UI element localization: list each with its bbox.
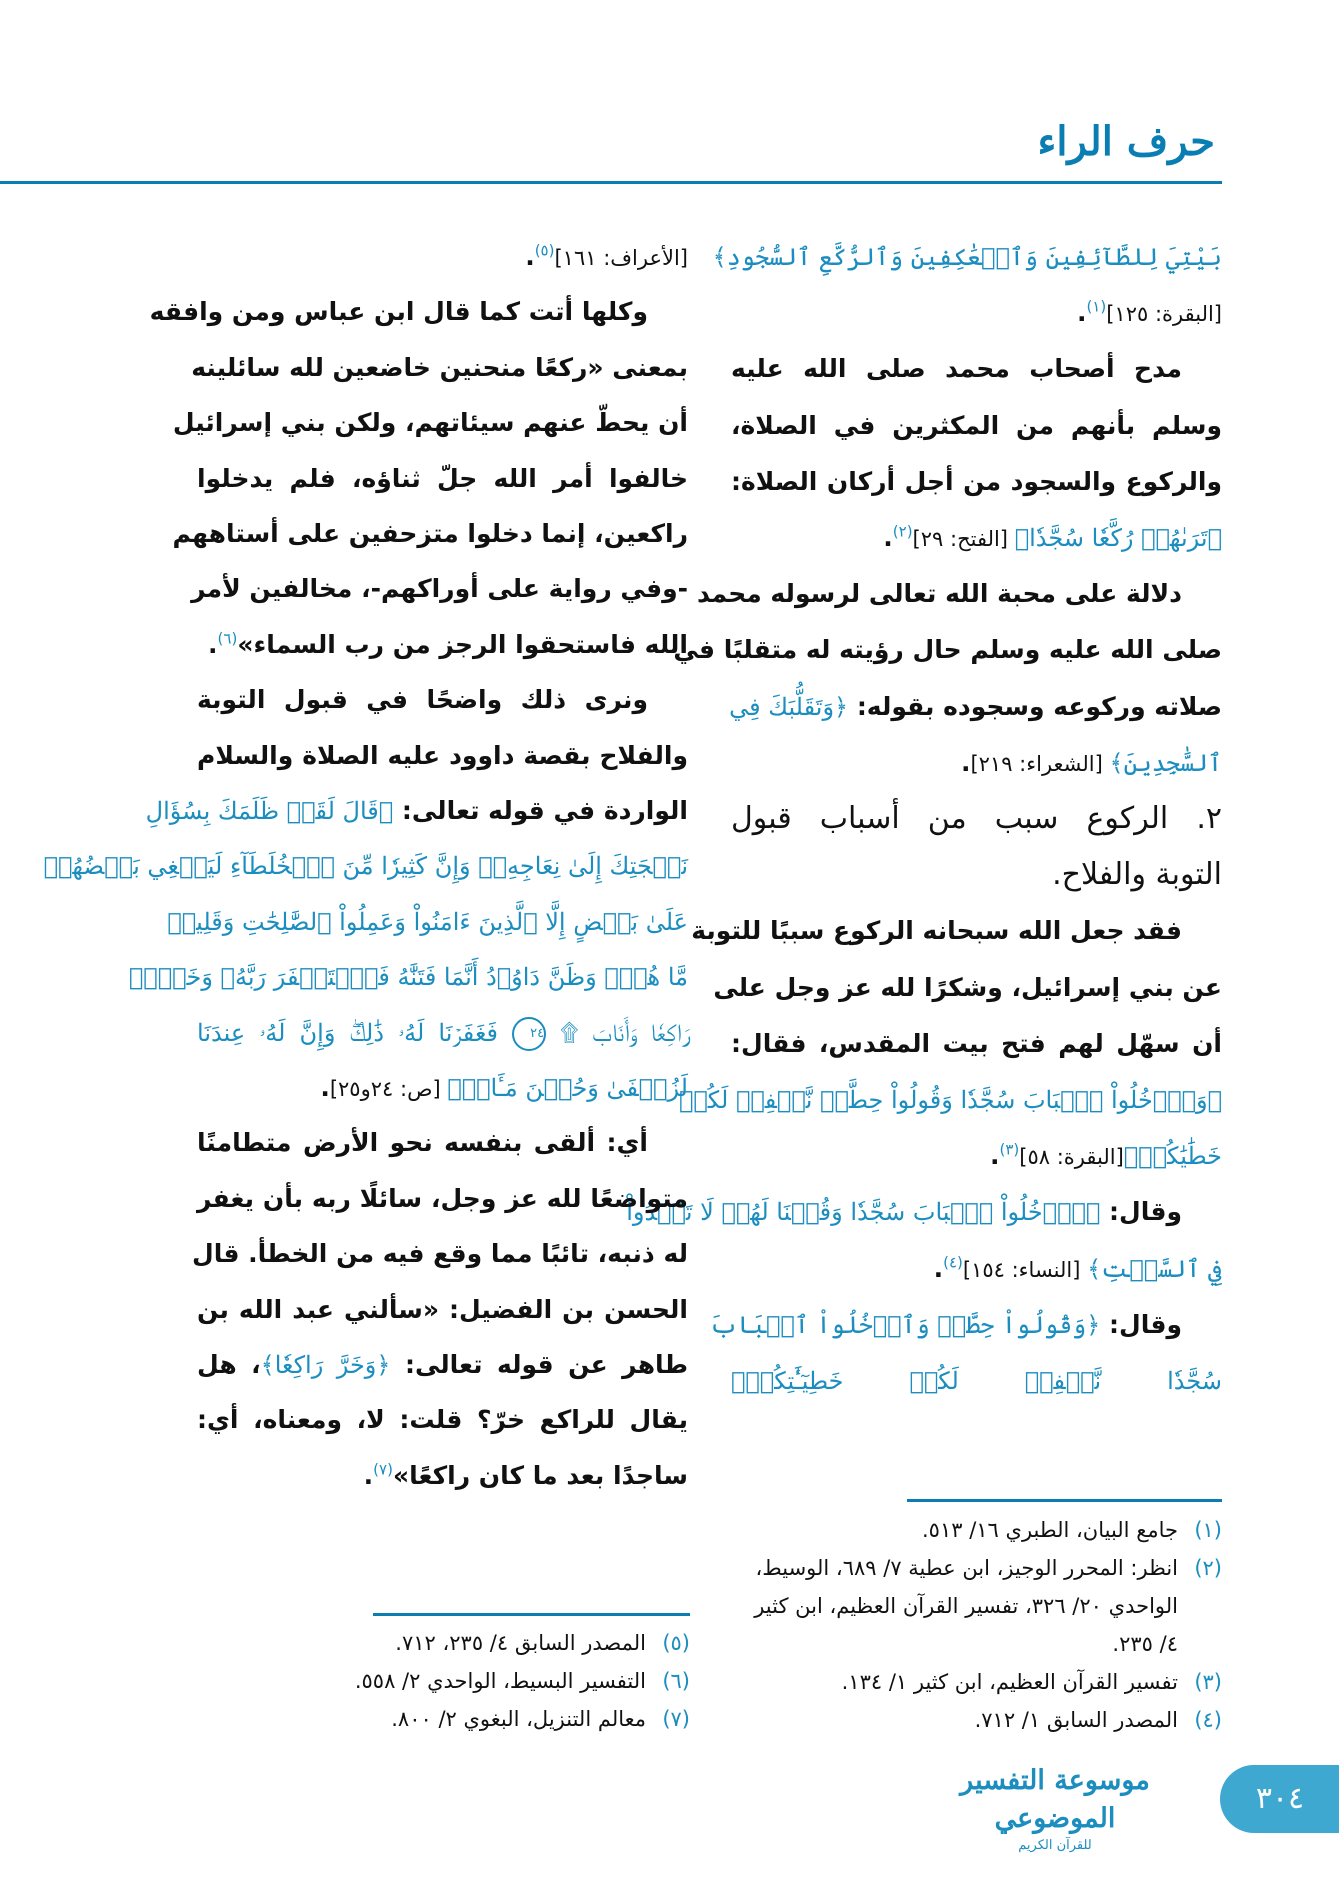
body-text: . (960, 747, 971, 777)
body-text: . (525, 242, 535, 271)
quran-text: ﴿وَتَقَلُّبَكَ فِي (729, 692, 849, 721)
text-line (673, 625, 1222, 675)
body-text: راكعين، إنما دخلوا متزحفين على أستاههم (172, 519, 688, 548)
footnote-marker: (٣) (999, 1140, 1020, 1159)
text-line (149, 287, 688, 337)
text-line (191, 343, 688, 393)
header-divider (0, 181, 1222, 184)
footnote (197, 1624, 690, 1662)
body-text: . (363, 1460, 374, 1490)
quran-text: فِي ٱلسَّبۡتِ﴾ (1087, 1254, 1222, 1283)
text-line (712, 232, 1222, 282)
verse-reference: [الفتح: ٢٩] (912, 527, 1015, 551)
body-text: . (1076, 298, 1087, 328)
text-line (145, 786, 688, 836)
body-text: ساجدًا بعد ما كان راكعًا» (392, 1460, 688, 1490)
text-line (197, 1285, 688, 1335)
footnote-text: جامع البيان، الطبري ١٦/ ٥١٣. (921, 1518, 1178, 1542)
footnote-number: (٧) (662, 1707, 690, 1731)
footnote-number: (٢) (1194, 1556, 1222, 1580)
body-text: الواردة في قوله تعالى: (393, 796, 688, 825)
text-line (197, 1395, 688, 1445)
verse-reference: [الأعراف: ١٦١] (554, 246, 688, 270)
verse-reference: [البقرة: ٥٨] (1019, 1145, 1124, 1170)
body-text: . (933, 1253, 944, 1283)
text-line (191, 564, 688, 614)
body-text: الحسن بن الفضيل: «سألني عبد الله بن (197, 1294, 688, 1324)
quran-text: لَزُلۡفَىٰ وَحُسۡنَ مَـَٔابٖ﴾ (447, 1074, 688, 1102)
text-line (731, 682, 1222, 732)
section-heading-line (731, 794, 1222, 844)
text-line (197, 1451, 688, 1501)
text-line (731, 1244, 1222, 1294)
text-line (172, 509, 688, 559)
body-text: ٢. الركوع سبب من أسباب قبول (731, 801, 1222, 836)
text-line (731, 738, 1222, 788)
text-line (731, 401, 1222, 451)
body-text: وكلها أتت كما قال ابن عباس ومن وافقه (149, 297, 648, 327)
body-text: طاهر عن قوله تعالى: (390, 1350, 688, 1379)
text-line (731, 288, 1222, 338)
footnote (197, 1700, 690, 1738)
body-text: الله فاستحقوا الرجز من رب السماء» (237, 629, 688, 659)
text-line (731, 1131, 1222, 1181)
text-line (167, 897, 688, 947)
quran-text: ﴿تَرَىٰهُمۡ رُكَّعٗا سُجَّدٗا﴾ (1014, 524, 1222, 552)
quran-text: بَيْتِيَ لِلطَّآئِفِينَ وَٱلۡعَٰكِفِينَ وَٱلرُّكَّعِ ٱلسُّجُودِ﴾ (712, 243, 1222, 271)
logo-subtitle: للقرآن الكريم (1018, 1838, 1092, 1853)
body-text: خالفوا أمر الله جلّ ثناؤه، فلم يدخلوا (197, 463, 688, 493)
encyclopedia-logo (930, 1762, 1180, 1854)
body-text: وقال: (1100, 1197, 1182, 1227)
body-text: أن سهّل لهم فتح بيت المقدس، فقال: (731, 1028, 1222, 1058)
text-line (192, 1229, 688, 1279)
quran-text: خَطَٰيَٰكُمۡ﴾ (1123, 1142, 1222, 1171)
verse-reference: [الشعراء: ٢١٩] (970, 751, 1110, 776)
body-text: صلاته وركوعه وسجوده بقوله: (848, 691, 1222, 721)
footnote (731, 1549, 1222, 1663)
body-text: مدح أصحاب محمد صلى الله عليه (731, 354, 1182, 384)
body-text: صلى الله عليه وسلم حال رؤيته له متقلبًا في (673, 635, 1222, 665)
text-line (731, 1356, 1222, 1406)
body-text: والركوع والسجود من أجل أركان الصلاة: (731, 466, 1222, 496)
footnote-text: معالم التنزيل، البغوي ٢/ ٨٠٠. (391, 1707, 646, 1731)
text-line (678, 1075, 1222, 1125)
footnote-marker: (٥) (534, 241, 555, 260)
text-line (43, 841, 688, 891)
footnote-text: المصدر السابق ١/ ٧١٢. (974, 1708, 1178, 1732)
verse-reference: [ص: ٢٤و٢٥] (329, 1077, 448, 1101)
body-text: . (320, 1073, 330, 1102)
text-line (172, 398, 688, 448)
body-text: أن يحطّ عنهم سيئاتهم، ولكن بني إسرائيل (172, 408, 688, 438)
footnotes-right (731, 1511, 1222, 1739)
text-line (197, 620, 688, 670)
body-text: بمعنى «ركعًا منحنين خاضعين لله سائلينه (191, 352, 688, 382)
text-line (197, 1008, 688, 1058)
text-line (197, 731, 688, 781)
body-text: متواضعًا لله عز وجل، سائلًا ربه بأن يغفر (197, 1183, 688, 1213)
quran-text: ﴿وَقُولُواْ حِطَّةٞ وَٱدۡخُلُواْ ٱلۡبَابَ (709, 1310, 1101, 1339)
footnote-text: تفسير القرآن العظيم، ابن كثير ١/ ١٣٤. (841, 1670, 1178, 1694)
footnote-text: المصدر السابق ٤/ ٢٣٥، ٧١٢. (395, 1631, 646, 1655)
footnote-text: التفسير البسيط، الواحدي ٢/ ٥٥٨. (354, 1669, 646, 1693)
logo-title: موسوعة التفسير الموضوعي (960, 1765, 1150, 1834)
page-number-badge: ٣٠٤ (1220, 1765, 1339, 1833)
footnote (197, 1662, 690, 1700)
footnote-number: (٥) (662, 1631, 690, 1655)
quran-text: ﴿وَخَرَّ رَاكِعٗا﴾ (260, 1351, 391, 1379)
footnote-number: (١) (1194, 1518, 1222, 1542)
footnote-divider-left (373, 1613, 690, 1616)
verse-reference: [البقرة: ١٢٥] (1106, 302, 1222, 327)
text-line (197, 1340, 688, 1390)
text-line (697, 569, 1222, 619)
text-line (197, 1174, 688, 1224)
quran-text: فَغَفَرۡنَا لَهُۥ ذَٰلِكَۖ وَإِنَّ لَهُۥ عِندَنَا (197, 1018, 513, 1047)
text-line (197, 1118, 688, 1168)
body-text: . (989, 1141, 1000, 1171)
body-text: وسلم بأنهم من المكثرين في الصلاة، (731, 410, 1222, 440)
body-text: ، هل (197, 1350, 261, 1379)
body-text: -وفي رواية على أوراكهم-، مخالفين لأمر (191, 574, 688, 604)
body-text: . (208, 629, 218, 659)
quran-text: سُجَّدٗا نَّغۡفِرۡ لَكُمۡ خَطِيٓـَٰٔتِكُمۡ﴾ (731, 1367, 1222, 1395)
footnote-text: انظر: المحرر الوجيز، ابن عطية ٧/ ٦٨٩، الوسيط، الواحدي ٢٠/ ٣٢٦، تفسير القرآن العظيم، ابن كثير ٤/ ٢٣٥. (754, 1556, 1178, 1656)
body-text: وقال: (1100, 1309, 1182, 1339)
body-text: والفلاح بقصة داوود عليه الصلاة والسلام (197, 740, 688, 770)
text-line (731, 344, 1222, 394)
text-line (197, 1063, 688, 1113)
footnote (731, 1511, 1222, 1549)
quran-text: ٱلسَّٰجِدِينَ﴾ (1109, 748, 1222, 777)
footnotes-left (197, 1624, 690, 1738)
body-text: له ذنبه، تائبًا مما وقع فيه من الخطأ. قال (192, 1239, 688, 1269)
quran-text: ﴿قَالَ لَقَدۡ ظَلَمَكَ بِسُؤَالِ (145, 797, 394, 825)
body-text: دلالة على محبة الله تعالى لرسوله محمد (697, 579, 1182, 609)
footnote (731, 1701, 1222, 1739)
chapter-title: حرف الراء (1037, 118, 1215, 165)
quran-text: ﴿وَٱدۡخُلُواْ ٱلۡبَابَ سُجَّدٗا وَقُولُواْ حِطَّةٞ نَّغۡفِرۡ لَكُمۡ (678, 1086, 1222, 1114)
footnote-number: (٦) (662, 1669, 690, 1693)
text-line (626, 1187, 1222, 1237)
quran-text: عَلَىٰ بَعۡضٍ إِلَّا ٱلَّذِينَ ءَامَنُواْ وَعَمِلُواْ ٱلصَّٰلِحَٰتِ وَقَلِيلٞ (167, 907, 688, 936)
footnote-number: (٣) (1194, 1670, 1222, 1694)
text-line (197, 454, 688, 504)
text-line (128, 952, 688, 1002)
body-text: فقد جعل الله سبحانه الركوع سببًا للتوبة (691, 916, 1182, 946)
body-text: أي: ألقى بنفسه نحو الأرض متطامنًا (197, 1128, 648, 1158)
body-text: التوبة والفلاح. (1052, 857, 1222, 893)
text-line (731, 1019, 1222, 1069)
section-heading-line (731, 850, 1222, 900)
footnote-marker: (٤) (943, 1253, 963, 1272)
text-line (709, 1300, 1222, 1350)
verse-reference: [النساء: ١٥٤] (962, 1257, 1088, 1282)
footnote-divider-right (907, 1499, 1222, 1502)
footnote-marker: (٧) (373, 1460, 393, 1479)
footnote-marker: (٦) (217, 629, 238, 648)
text-line (731, 513, 1222, 563)
text-line (713, 963, 1222, 1013)
quran-text: نَعۡجَتِكَ إِلَىٰ نِعَاجِهِۦۖ وَإِنَّ كَثِيرٗا مِّنَ ٱلۡخُلَطَآءِ لَيَبۡغِي بَعۡضُهُمۡ (43, 852, 688, 881)
footnote-marker: (٢) (892, 522, 913, 541)
text-line (197, 232, 688, 282)
footnote-marker: (١) (1086, 297, 1107, 316)
body-text: . (883, 523, 893, 552)
body-text: عن بني إسرائيل، وشكرًا لله عز وجل على (713, 972, 1222, 1002)
text-line (197, 675, 688, 725)
ayah-number-marker: ٢٤ (512, 1017, 546, 1051)
text-line (691, 906, 1222, 956)
quran-text: ﴿ٱدۡخُلُواْ ٱلۡبَابَ سُجَّدٗا وَقُلۡنَا لَهُمۡ لَا تَعۡدُواْ (626, 1198, 1101, 1227)
body-text: يقال للراكع خرّ؟ قلت: لا، ومعناه، أي: (197, 1405, 688, 1435)
quran-text: مَّا هُمۡۗ وَظَنَّ دَاوُۥدُ أَنَّمَا فَتَنَّٰهُ فَٱسۡتَغۡفَرَ رَبَّهُۥ وَخَرَّۤ (128, 963, 688, 992)
body-text: ونرى ذلك واضحًا في قبول التوبة (197, 685, 648, 715)
footnote (731, 1663, 1222, 1701)
footnote-number: (٤) (1194, 1708, 1222, 1732)
text-line (731, 457, 1222, 507)
quran-text: رَاكِعٗا وَأَنَابَ ۩ (546, 1018, 688, 1047)
